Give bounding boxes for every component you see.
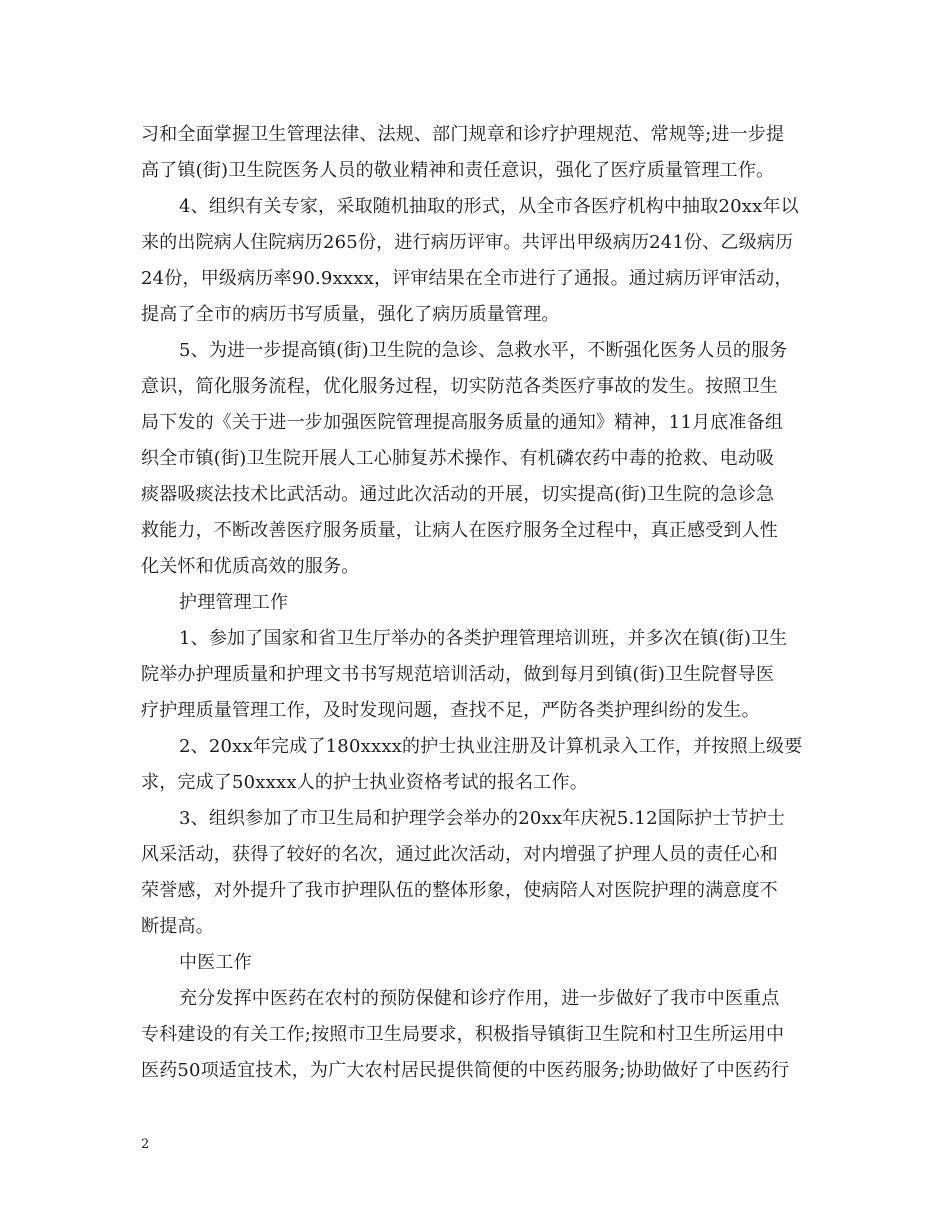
paragraph-line: 院举办护理质量和护理文书书写规范培训活动，做到每月到镇(街)卫生院督导医 bbox=[141, 664, 775, 685]
paragraph-line: 高了镇(街)卫生院医务人员的敬业精神和责任意识，强化了医疗质量管理工作。 bbox=[141, 160, 775, 181]
paragraph-first-line: 充分发挥中医药在农村的预防保健和诊疗作用，进一步做好了我市中医重点 bbox=[179, 988, 780, 1009]
paragraph-line: 化关怀和优质高效的服务。 bbox=[141, 556, 360, 577]
paragraph-line: 痰器吸痰法技术比武活动。通过此次活动的开展，切实提高(街)卫生院的急诊急 bbox=[141, 484, 775, 505]
paragraph-line: 局下发的《关于进一步加强医院管理提高服务质量的通知》精神，11月底准备组 bbox=[141, 412, 784, 433]
paragraph-line: 提高了全市的病历书写质量，强化了病历质量管理。 bbox=[141, 304, 560, 325]
paragraph-line: 疗护理质量管理工作，及时发现问题，查找不足，严防各类护理纠纷的发生。 bbox=[141, 700, 760, 721]
paragraph-line: 24份，甲级病历率90.9xxxx，评审结果在全市进行了通报。通过病历评审活动， bbox=[141, 268, 793, 289]
paragraph-line: 断提高。 bbox=[141, 916, 214, 937]
paragraph-first-line: 5、为进一步提高镇(街)卫生院的急诊、急救水平，不断强化医务人员的服务 bbox=[179, 340, 788, 361]
document-body bbox=[141, 117, 811, 1089]
paragraph-line: 求，完成了50xxxx人的护士执业资格考试的报名工作。 bbox=[141, 772, 588, 793]
paragraph-line: 意识，简化服务流程，优化服务过程，切实防范各类医疗事故的发生。按照卫生 bbox=[141, 376, 778, 397]
paragraph-first-line: 中医工作 bbox=[179, 952, 252, 973]
paragraph-first-line: 4、组织有关专家，采取随机抽取的形式，从全市各医疗机构中抽取20xx年以 bbox=[179, 196, 799, 217]
paragraph-line: 风采活动，获得了较好的名次，通过此次活动，对内增强了护理人员的责任心和 bbox=[141, 844, 778, 865]
paragraph-line: 专科建设的有关工作;按照市卫生局要求，积极指导镇街卫生院和村卫生所运用中 bbox=[141, 1024, 785, 1045]
paragraph-line: 来的出院病人住院病历265份，进行病历评审。共评出甲级病历241份、乙级病历 bbox=[141, 232, 794, 253]
paragraph-line: 荣誉感，对外提升了我市护理队伍的整体形象，使病陪人对医院护理的满意度不 bbox=[141, 880, 778, 901]
paragraph-line: 织全市镇(街)卫生院开展人工心肺复苏术操作、有机磷农药中毒的抢救、电动吸 bbox=[141, 448, 775, 469]
paragraph-first-line: 3、组织参加了市卫生局和护理学会举办的20xx年庆祝5.12国际护士节护士 bbox=[179, 808, 786, 829]
paragraph-first-line: 护理管理工作 bbox=[179, 592, 289, 613]
paragraph-first-line: 2、20xx年完成了180xxxx的护士执业注册及计算机录入工作，并按照上级要 bbox=[179, 736, 803, 757]
paragraph-first-line: 1、参加了国家和省卫生厅举办的各类护理管理培训班，并多次在镇(街)卫生 bbox=[179, 628, 788, 649]
paragraph-line: 习和全面掌握卫生管理法律、法规、部门规章和诊疗护理规范、常规等;进一步提 bbox=[141, 124, 785, 145]
paragraph-line: 救能力，不断改善医疗服务质量，让病人在医疗服务全过程中，真正感受到人性 bbox=[141, 520, 778, 541]
page-number: 2 bbox=[141, 1137, 150, 1152]
paragraph-line: 医药50项适宜技术，为广大农村居民提供简便的中医药服务;协助做好了中医药行 bbox=[141, 1060, 790, 1081]
